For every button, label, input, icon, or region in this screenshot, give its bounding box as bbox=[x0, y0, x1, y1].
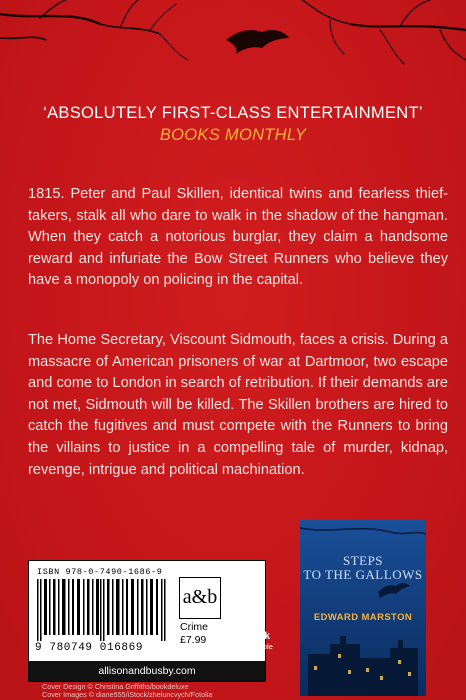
genre-label: Crime bbox=[180, 621, 208, 633]
crow-icon bbox=[226, 30, 290, 54]
ebook-word: book bbox=[246, 631, 270, 642]
mini-cover-title bbox=[300, 554, 426, 582]
credit-design: Cover Design © Christina Griffiths/bookdeluxe bbox=[42, 682, 189, 691]
cover-credits bbox=[42, 683, 212, 700]
ebook-badge bbox=[238, 606, 278, 651]
review-source: BOOKS MONTHLY bbox=[159, 126, 307, 144]
barcode-digits: 9 780749 016869 bbox=[35, 642, 144, 654]
mini-cover-art bbox=[300, 520, 426, 696]
publisher-website: allisonandbusby.com bbox=[29, 661, 265, 681]
mini-title-line-1: STEPS bbox=[342, 553, 384, 568]
blurb-paragraph-2: The Home Secretary, Viscount Sidmouth, faces a crisis. During a massacre of American prisoners of war at Dartmoor, two escape and come to London in search of retribution. If their demands are not met, Sidmouth will be killed. The Skillen brothers are hired to catch the fugitives and must compete with the Runners to bring the villains to justice in a compelling tale of murder, kidnap, revenge, intrigue and political machination. bbox=[28, 332, 448, 478]
credit-images: Cover Images © diane555/iStock/zheluncvych/Fotolia bbox=[42, 690, 213, 700]
tree-branches-illustration bbox=[0, 0, 466, 90]
isbn-label: ISBN 978-0-7490-1686-9 bbox=[37, 567, 163, 577]
mini-cover-author: EDWARD MARSTON bbox=[313, 612, 413, 623]
price-label: £7.99 bbox=[180, 634, 207, 646]
ebook-availability: available bbox=[243, 642, 273, 651]
publisher-logo: a&b bbox=[179, 577, 221, 619]
barcode-icon bbox=[37, 579, 167, 641]
ebook-e-icon: e bbox=[252, 604, 264, 633]
blurb-paragraph-1: 1815. Peter and Paul Skillen, identical twins and fearless thief-takers, stalk all who dare to walk in the shadow of the hangman. When they catch a notorious burglar, they claim a handsome reward and infuriate the Bow Street Runners who believe they have a monopoly on policing in the capital. bbox=[28, 186, 448, 289]
barcode-panel bbox=[28, 560, 266, 682]
mini-title-line-2: TO THE GALLOWS bbox=[303, 567, 423, 582]
mini-cover-image bbox=[300, 520, 426, 696]
review-quote: ‘ABSOLUTELY FIRST-CLASS ENTERTAINMENT’ bbox=[43, 104, 423, 122]
